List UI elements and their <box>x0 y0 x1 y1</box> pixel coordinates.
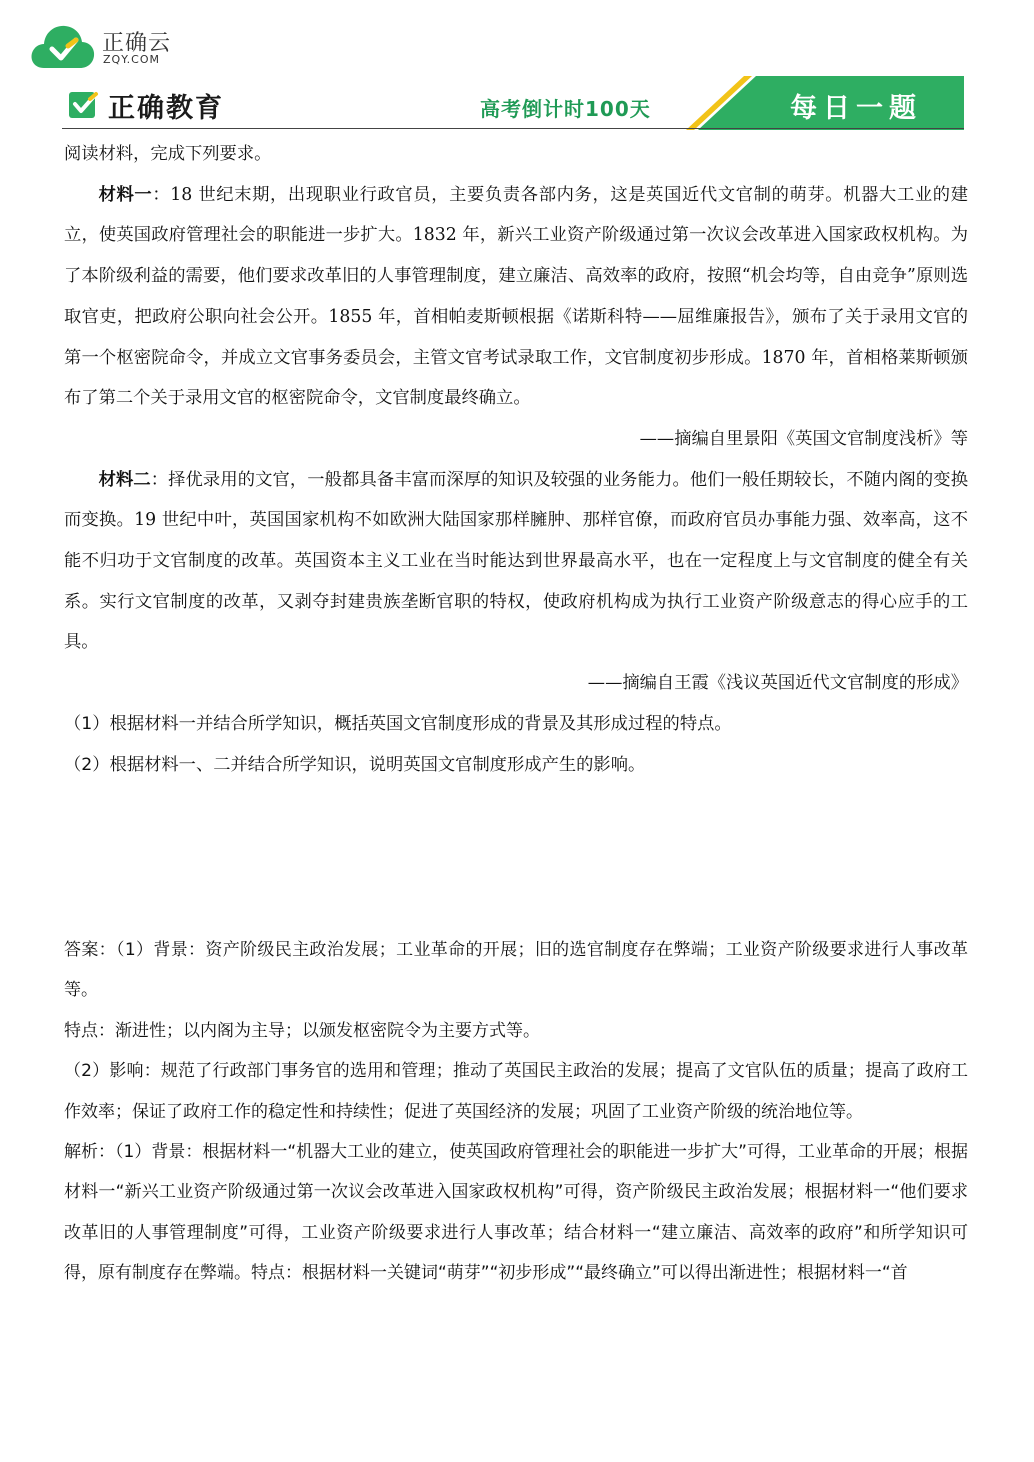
countdown-label: 高考倒计时100天 <box>480 97 651 121</box>
header-divider <box>62 128 964 129</box>
brand-name-cn: 正确云 <box>102 31 172 56</box>
material-two-source: ——摘编自王霞《浅议英国近代文官制度的形成》 <box>587 673 968 694</box>
material-one-source: ——摘编自里景阳《英国文官制度浅析》等 <box>639 428 968 449</box>
material-two-label: 材料二 <box>98 469 151 490</box>
question-section <box>64 134 968 785</box>
question-one: （1）根据材料一并结合所学知识，概括英国文官制度形成的背景及其形成过程的特点。 <box>64 713 732 734</box>
answer-features: 特点：渐进性；以内阁为主导；以颁发枢密院令为主要方式等。 <box>64 1020 540 1041</box>
material-one-text: ：18 世纪末期，出现职业行政官员，主要负责各部内务，这是英国近代文官制的萌芽。机器大工业的建立，使英国政府管理社会的职能进一步扩大。1832 年，新兴工业资产阶级通过第一次议会改革进入国家政权机构。为了本阶级利益的需要，他们要求改革旧的人事管理制度，建立廉洁、高效率的政府，按照“机会均等，自由竞争”原则选取官吏，把政府公职向社会公开。1855 年，首相帕麦斯顿根据《诺斯科特——屈维廉报告》，颁布了关于录用文官的第一个枢密院命令，并成立文官事务委员会，主管文官考试录取工作，文官制度初步形成。1870 年，首相格莱斯顿颁布了第二个关于录用文官的枢密院命令，文官制度最终确立。 <box>64 184 968 409</box>
check-square-icon <box>68 88 100 120</box>
material-two <box>64 460 968 664</box>
cloud-check-icon <box>30 22 96 70</box>
analysis-text: 解析：（1）背景：根据材料一“机器大工业的建立，使英国政府管理社会的职能进一步扩大”可得，工业革命的开展；根据材料一“新兴工业资产阶级通过第一次议会改革进入国家政权机构”可得，资产阶级民主政治发展；根据材料一“他们要求改革旧的人事管理制度”可得，工业资产阶级要求进行人事改革；结合材料一“建立廉洁、高效率的政府”和所学知识可得，原有制度存在弊端。特点：根据材料一关键词“萌芽”“初步形成”“最终确立”可以得出渐进性；根据材料一“首 <box>64 1142 968 1284</box>
answer-impact: （2）影响：规范了行政部门事务官的选用和管理；推动了英国民主政治的发展；提高了文官队伍的质量；提高了政府工作效率；保证了政府工作的稳定性和持续性；促进了英国经济的发展；巩固了工业资产阶级的统治地位等。 <box>64 1061 968 1122</box>
answer-background: 答案：（1）背景：资产阶级民主政治发展；工业革命的开展；旧的选官制度存在弊端；工业资产阶级要求进行人事改革等。 <box>64 940 968 1001</box>
brand-domain: ZQY.COM <box>103 53 161 66</box>
material-one <box>64 175 968 419</box>
intro-text: 阅读材料，完成下列要求。 <box>64 144 272 164</box>
material-two-text: ：择优录用的文官，一般都具备丰富而深厚的知识及较强的业务能力。他们一般任期较长，不随内阁的变换而变换。19 世纪中叶，英国国家机构不如欧洲大陆国家那样臃肿、那样官僚，而政府官员办事能力强、效率高，这不能不归功于文官制度的改革。英国资本主义工业在当时能达到世界最高水平，也在一定程度上与文官制度的健全有关系。实行文官制度的改革，又剥夺封建贵族垄断官职的特权，使政府机构成为执行工业资产阶级意志的得心应手的工具。 <box>64 469 968 653</box>
edu-title: 正确教育 <box>108 93 224 124</box>
site-logo <box>30 20 190 76</box>
header-banner <box>68 76 964 130</box>
material-one-label: 材料一 <box>98 184 153 205</box>
answer-section <box>64 930 968 1294</box>
question-two: （2）根据材料一、二并结合所学知识，说明英国文官制度形成产生的影响。 <box>64 754 646 775</box>
daily-question-label: 每日一题 <box>790 93 922 124</box>
